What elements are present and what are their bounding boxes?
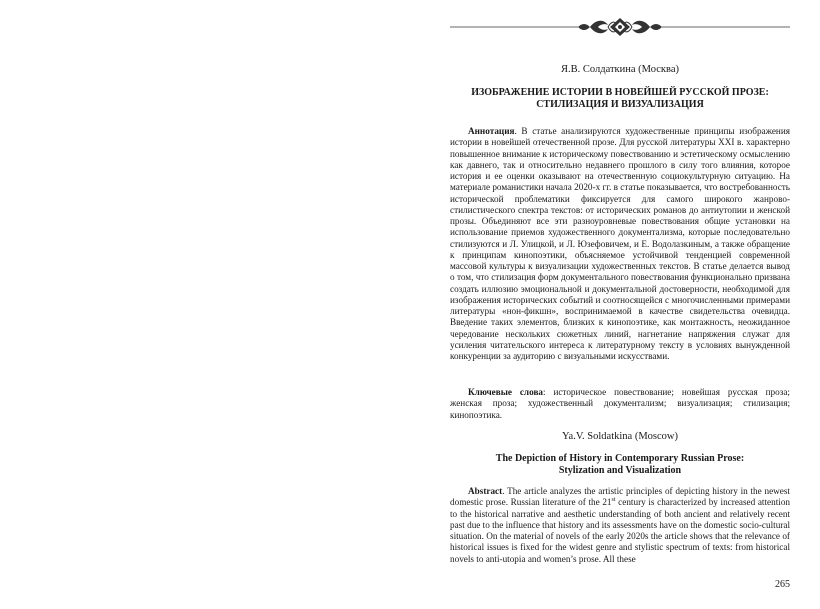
abstract-en-text-1: . The article analyzes the artistic principles of depicting history in the newest domestic prose. Russian literature of the 21	[450, 486, 790, 508]
article-title-ru	[450, 87, 790, 111]
abstract-en	[450, 486, 790, 565]
title-en-line-2: Stylization and Visualization	[558, 465, 682, 476]
abstract-en-text-2: century is characterized by increased attention to the historical narrative and aesthetic understanding of both ancient and relatively recent past due to the influence that history and its assessments have on the domestic socio-cultural situation. On the material of novels of the early 2020s the article shows that the relevance of historical issues is fixed for the widest genre and stylistic spectrum of texts: from historical novels to anti-utopia and women’s prose. All these	[450, 497, 791, 564]
title-ru-line-1: ИЗОБРАЖЕНИЕ ИСТОРИИ В НОВЕЙШЕЙ РУССКОЙ ПРОЗЕ:	[471, 87, 769, 98]
abstract-ru	[450, 126, 790, 362]
abstract-en-sup: st	[611, 497, 616, 504]
author-ru: Я.В. Солдаткина (Москва)	[560, 64, 679, 75]
page-number: 265	[775, 579, 790, 590]
keywords-ru-text: : историческое повествование; новейшая русская проза; женская проза; художественный документализм; визуализация; стилизация; кинопоэтика.	[450, 387, 790, 420]
keywords-ru-label: Ключевые слова	[468, 387, 543, 397]
title-en-line-1: The Depiction of History in Contemporary Russian Prose:	[495, 453, 745, 464]
journal-page	[450, 0, 790, 609]
author-en: Ya.V. Soldatkina (Moscow)	[562, 431, 678, 442]
keywords-ru	[450, 387, 790, 421]
decorative-header-ornament-icon	[450, 17, 790, 37]
article-title-en	[450, 453, 790, 477]
title-ru-line-2: СТИЛИЗАЦИЯ И ВИЗУАЛИЗАЦИЯ	[536, 99, 704, 110]
abstract-ru-label: Аннотация	[468, 126, 515, 136]
abstract-en-label: Abstract	[468, 486, 503, 496]
abstract-ru-text: . В статье анализируются художественные принципы изображения истории в новейшей отечественной прозе. Для русской литературы XXI в. характерно повышенное внимание к историческому повествованию и эстетическому осмыслению как давнего, так и относительно недавнего прошлого в силу того влияния, которое история и ее оценки оказывают на отечественную социокультурную ситуацию. На материале романистики начала 2020-х гг. в статье показывается, что востребованность исторической проблематики фиксируется для самого широкого жанрово-стилистического спектра текстов: от исторических романов до антиутопии и женской прозы. Объединяют все эти разноуровневые повествования общие установки на использование приемов художественного документализма, которые последовательно стилизуются и Л. Улицкой, и Л. Юзефовичем, и Е. Водолазкиным, а также обращение к принципам кинопоэтики, объясняемое устойчивой тенденцией современной массовой культуры к визуализации художественных текстов. В статье делается вывод о том, что стилизация форм документального повествования функционально призвана создать иллюзию эмоциональной и документальной достоверности, необходимой для изображения исторических событий и соотносящейся с многочисленными примерами литературы «нон-фикшн», воспринимаемой в качестве свидетельства очевидца. Введение таких элементов, близких к кинопоэтике, как монтажность, неожиданное чередование нескольких сюжетных линий, нагнетание напряжения служат для усиления читательского интереса к литературному тексту в условиях вынужденной конкуренции за аудиторию с визуальными искусствами.	[450, 126, 790, 361]
